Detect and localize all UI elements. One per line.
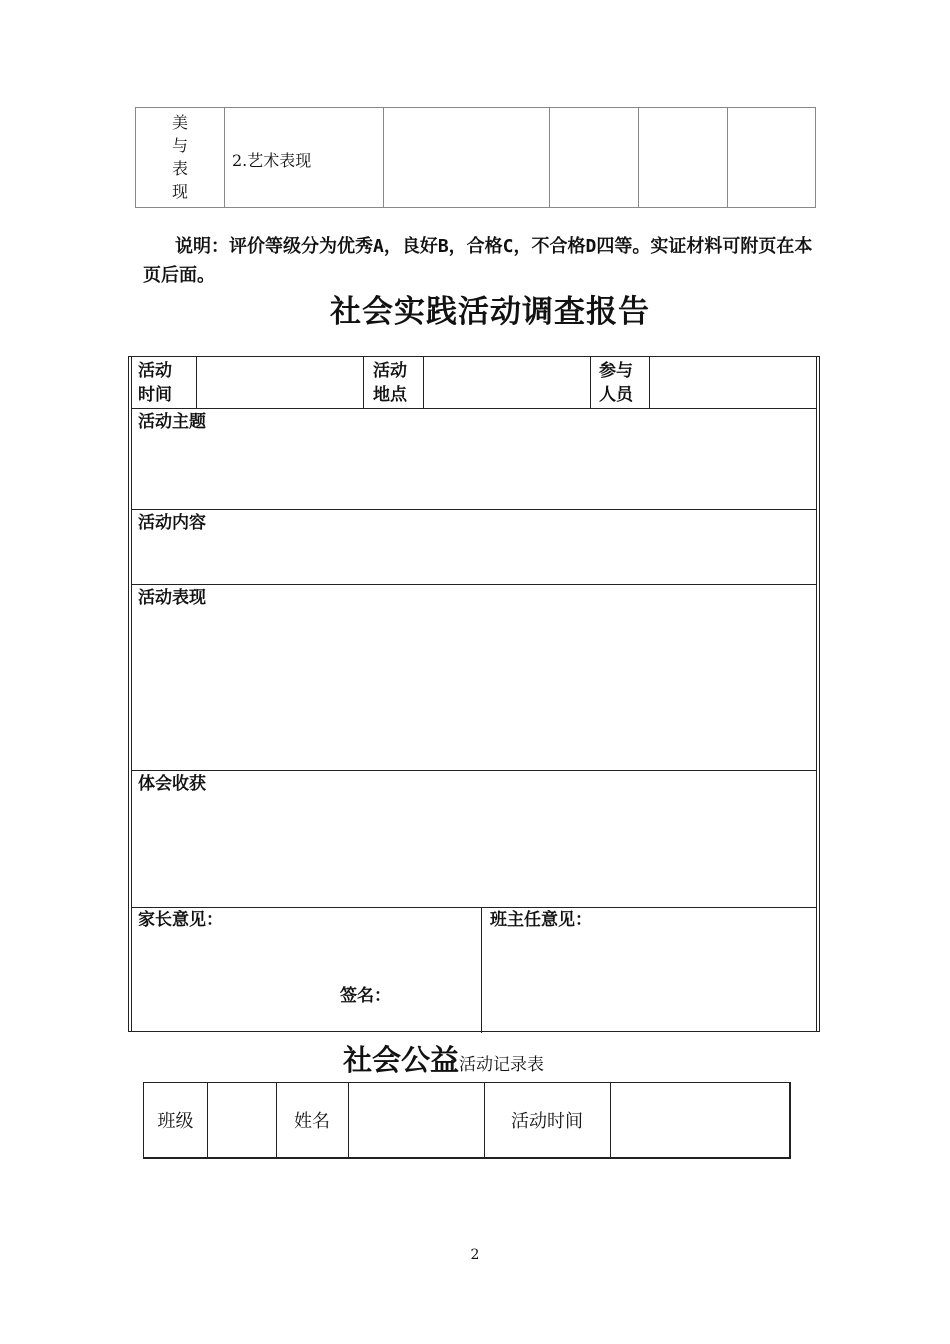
- signature-label: 签名：: [340, 986, 391, 1006]
- table-divider: [481, 907, 482, 1033]
- category-cell: [136, 108, 224, 207]
- class-label: 班级: [157, 1111, 194, 1132]
- category-char: 现: [171, 182, 188, 201]
- name-label: 姓名: [294, 1111, 330, 1132]
- table-divider: [590, 357, 591, 408]
- time-label: 活动 时间: [138, 361, 172, 405]
- people-label: 参与 人员: [599, 361, 633, 405]
- row-divider: [131, 509, 817, 510]
- report-title: 社会实践活动调查报告: [330, 294, 650, 330]
- table-divider: [610, 1083, 611, 1157]
- activity-time-label: 活动时间: [511, 1111, 583, 1132]
- report-inner-border: [131, 357, 817, 1031]
- category-char: 美: [171, 113, 188, 132]
- table-divider: [207, 1083, 208, 1157]
- evaluation-note: 说明：评价等级分为优秀A，良好B，合格C，不合格D四等。实证材料可附页在本页后面。: [143, 236, 813, 286]
- category-char: 表: [171, 159, 188, 178]
- content-label: 活动内容: [138, 513, 206, 533]
- welfare-title-sub: 活动记录表: [459, 1055, 545, 1075]
- parent-opinion-label: 家长意见：: [138, 910, 223, 930]
- table-divider: [638, 108, 639, 207]
- table-divider: [363, 357, 364, 408]
- theme-label: 活动主题: [138, 412, 206, 432]
- table-divider: [649, 357, 650, 408]
- table-divider: [224, 108, 225, 207]
- table-divider: [383, 108, 384, 207]
- welfare-title: [343, 1038, 544, 1079]
- table-divider: [423, 357, 424, 408]
- gain-label: 体会收获: [138, 774, 206, 794]
- teacher-opinion-label: 班主任意见：: [490, 910, 592, 930]
- table-divider: [348, 1083, 349, 1157]
- evaluation-item: 2.艺术表现: [232, 151, 312, 170]
- evaluation-table-fragment: [135, 107, 816, 208]
- row-divider: [131, 584, 817, 585]
- table-divider: [727, 108, 728, 207]
- welfare-title-main: 社会公益: [343, 1043, 460, 1077]
- row-divider: [131, 408, 817, 409]
- place-label: 活动 地点: [373, 361, 407, 405]
- category-char: 与: [171, 136, 188, 155]
- table-divider: [549, 108, 550, 207]
- performance-label: 活动表现: [138, 588, 206, 608]
- welfare-table: [143, 1082, 791, 1159]
- page-number: 2: [470, 1247, 480, 1263]
- table-divider: [196, 357, 197, 408]
- report-table: [128, 356, 820, 1032]
- row-divider: [131, 907, 817, 908]
- row-divider: [131, 770, 817, 771]
